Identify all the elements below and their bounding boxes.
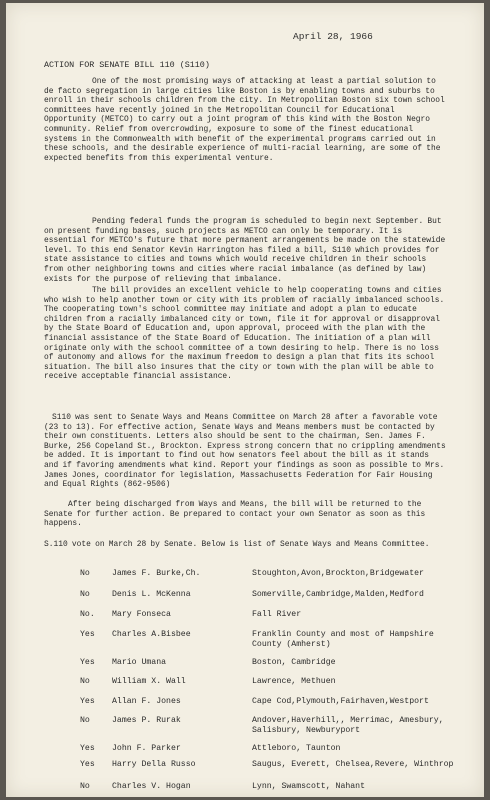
vote-value: No	[80, 716, 90, 725]
senator-name: Denis L. McKenna	[112, 590, 191, 599]
vote-value: Yes	[80, 658, 95, 667]
vote-value: No.	[80, 610, 95, 619]
senator-name: Mario Umana	[112, 658, 167, 667]
senator-towns: Lawrence, Methuen	[252, 677, 336, 686]
senator-towns: Somerville,Cambridge,Malden,Medford	[252, 590, 424, 599]
vote-value: No	[80, 569, 90, 578]
senator-name: William X. Wall	[112, 677, 186, 686]
document-heading: ACTION FOR SENATE BILL 110 (S110)	[44, 60, 210, 70]
vote-value: Yes	[80, 760, 95, 769]
senator-towns: Fall River	[252, 610, 302, 619]
senator-name: James F. Burke,Ch.	[112, 569, 201, 578]
vote-value: No	[80, 677, 90, 686]
senator-name: James P. Rurak	[112, 716, 181, 725]
paragraph-funding: Pending federal funds the program is scheduled to begin next September. But on present funding bases, such projects as METCO can only be temporary. It is essential for METCO's future that more permanent arrangements be made on the statewide level. To this end Senator Kevin Harrington has filed a bill, S110 which provides for state assistance to cities and towns which would receive children in their schools from other neighboring towns and cities where racial imbalance (as defined by law) exists for the purpose of relieving that imbalance.	[44, 217, 446, 284]
senator-towns: Lynn, Swamscott, Nahant	[252, 782, 366, 791]
vote-value: Yes	[80, 697, 95, 706]
vote-value: Yes	[80, 744, 95, 753]
senator-name: Allan F. Jones	[112, 697, 181, 706]
senator-towns: Attleboro, Taunton	[252, 744, 341, 753]
paragraph-committee-action: S110 was sent to Senate Ways and Means Committee on March 28 after a favorable vote (23 to 13). For effective action, Senate Ways and Means members must be contacted by their own constituents. Letters also should be sent to the chairman, Sen. James F. Burke, 256 Copeland St., Brockton. Express strong concern that no crippling amendments be added. It is important to find out how senators feel about the bill as it stands and if favoring amendments what kind. Report your findings as soon as possible to Mrs. James Jones, coordinator for legislation, Massachusetts Federation for Fair Housing and Equal Rights (862-9506)	[44, 413, 446, 490]
senator-towns: Andover,Haverhill,, Merrimac, Amesbury, Salisbury, Newburyport	[252, 716, 444, 735]
paragraph-intro: One of the most promising ways of attacking at least a partial solution to de facto segregation in large cities like Boston is by enabling towns and suburbs to enroll in their schools children from the city. In Metropolitan Boston six town school committees have recently joined in the Metropolitan Council for Educational Opportunity (METCO) to carry out a joint program of this kind with the Boston Negro community. Relief from overcrowding, exposure to some of the finest educational systems in the Commonwealth with benefit of the experimental programs carried out in these schools, and the desirable experience of multi-racial learning, are some of the expected benefits from this experimental venture.	[44, 77, 445, 163]
senator-towns: Cape Cod,Plymouth,Fairhaven,Westport	[252, 697, 429, 706]
vote-value: No	[80, 590, 90, 599]
paragraph-senate-return: After being discharged from Ways and Means, the bill will be returned to the Senate for further action. Be prepared to contact your own Senator as soon as this happens.	[44, 500, 426, 529]
senator-towns: Saugus, Everett, Chelsea,Revere, Winthrop	[252, 760, 454, 769]
vote-value: No	[80, 782, 90, 791]
document-page	[6, 3, 484, 797]
senator-name: Harry Della Russo	[112, 760, 196, 769]
senator-name: Mary Fonseca	[112, 610, 171, 619]
senator-towns: Stoughton,Avon,Brockton,Bridgewater	[252, 569, 424, 578]
senator-name: Charles A.Bisbee	[112, 630, 191, 639]
senator-name: John F. Parker	[112, 744, 181, 753]
paragraph-bill-provisions: The bill provides an excellent vehicle to help cooperating towns and cities who wish to help another town or city with its problem of racially imbalanced schools. The cooperating town's school committee may initiate and adopt a plan to educate children from a racially imbalanced city or town, file it for approval or disapproval by the State Board of Education and, upon approval, proceed with the plan with the financial assistance of the State Board of Education. The initiation of a plan will originate only with the school committee of a town desiring to help. There is no loss of autonomy and allows for the maximum freedom to design a plan that fits its school situation. The bill also insures that the city or town with the plan will be able to receive acceptable financial assistance.	[44, 286, 445, 382]
vote-value: Yes	[80, 630, 95, 639]
senator-towns: Franklin County and most of Hampshire County (Amherst)	[252, 630, 434, 649]
paragraph-vote-intro: S.110 vote on March 28 by Senate. Below is list of Senate Ways and Means Committee.	[44, 540, 430, 549]
document-date: April 28, 1966	[293, 31, 373, 42]
senator-towns: Boston, Cambridge	[252, 658, 336, 667]
senator-name: Charles V. Hogan	[112, 782, 191, 791]
